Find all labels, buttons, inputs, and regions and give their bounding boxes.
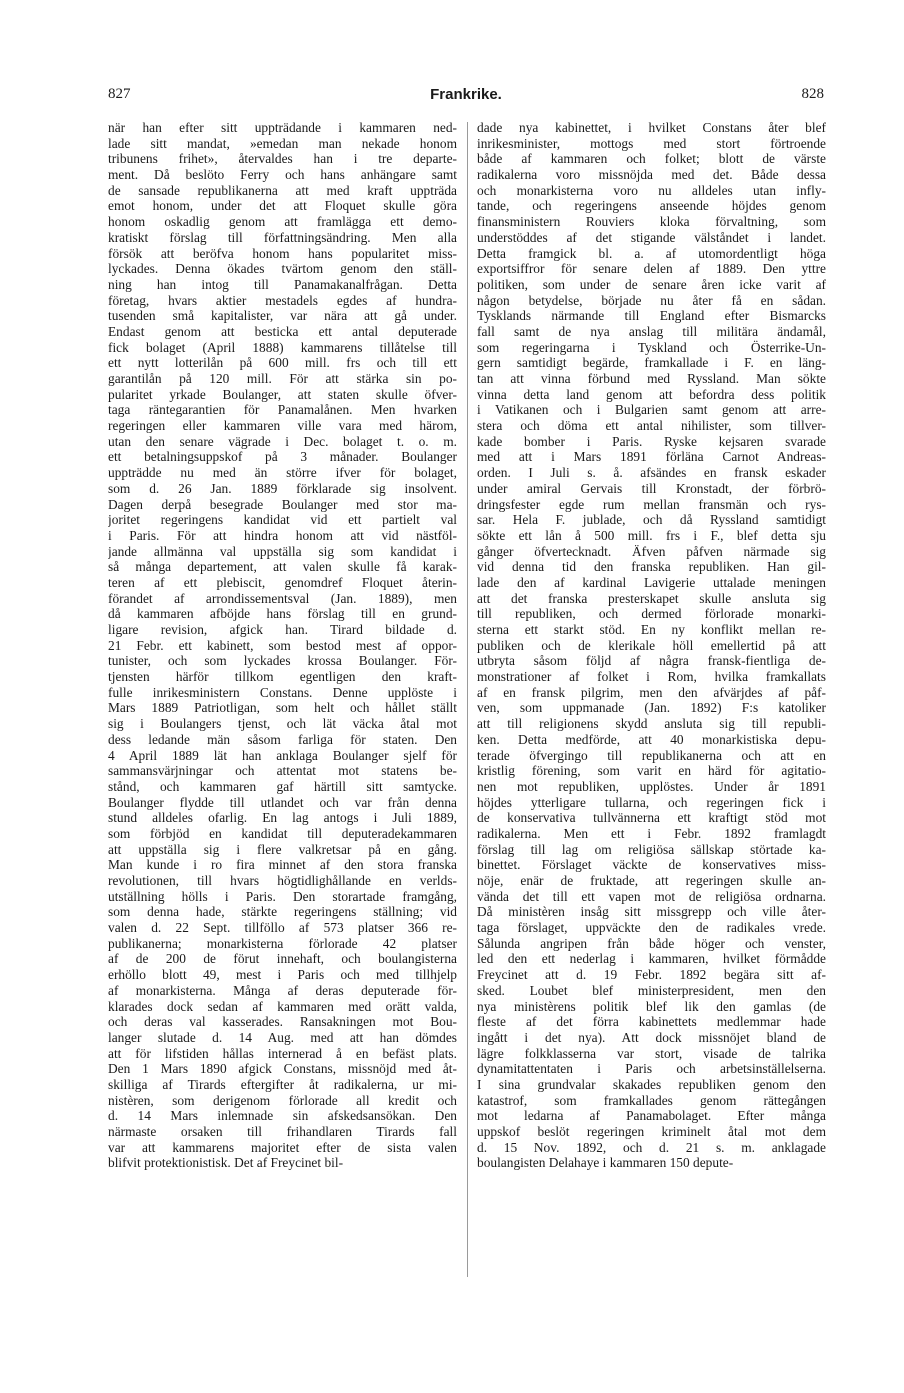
page-header xyxy=(108,86,824,112)
left-text-column xyxy=(108,120,457,1171)
text-line: terade öfvergingo till republikanerna och att en xyxy=(477,747,826,763)
text-line: pularitet yrkade Boulanger, att staten skulle öfver- xyxy=(108,386,457,402)
text-line: då kammaren afböjde hans förslag till en grund- xyxy=(108,606,457,622)
text-line: som denna hade, stärkte regeringens ställning; vid xyxy=(108,904,457,920)
text-line: klarades dock sedan af kammaren med orätt valda, xyxy=(108,998,457,1014)
text-line: kristlig förening, som varit en härd för agitatio- xyxy=(477,763,826,779)
text-line: Man kunde i ro fira minnet af den stora franska xyxy=(108,857,457,873)
text-line: led den ett nederlag i kammaren, hvilket förmådde xyxy=(477,951,826,967)
text-line: boulangisten Delahaye i kammaren 150 depute- xyxy=(477,1155,734,1171)
text-line: politiken, som under de senare åren icke varit af xyxy=(477,276,826,292)
text-line: fick bolaget (April 1888) kammarens tillåtelse till xyxy=(108,339,457,355)
text-line: sterna ett starkt stöd. En ny konflikt mellan re- xyxy=(477,622,826,637)
text-line: dess ledande män såsom farliga för staten. Den xyxy=(108,731,457,747)
text-line: när han efter sitt uppträdande i kammaren ned- xyxy=(108,120,457,135)
text-line: lägre folkklasserna var stort, visade de talrika xyxy=(477,1045,826,1061)
text-line: Tysklands närmande till England efter Bismarcks xyxy=(477,308,826,324)
text-line: vända det till ett vapen mot de religiösa ordnarna. xyxy=(477,888,826,904)
text-line: sar. Hela F. jublade, och då Ryssland samtidigt xyxy=(477,512,826,528)
text-line: företag, hvars aktier mestadels egdes af hundra- xyxy=(108,292,457,308)
text-line: valen d. 22 Sept. tillföllo af 573 platser 366 re- xyxy=(108,920,457,936)
text-line: ven, som uppmanade (Jan. 1892) F:s katoliker xyxy=(477,700,826,716)
text-line: i Paris. För att hindra honom att vid nästföl- xyxy=(108,527,457,543)
text-line: utan den senare vägrade i Dec. bolaget t. o. m. xyxy=(108,433,457,449)
text-line: som d. 26 Jan. 1889 förklarade sig insolvent. xyxy=(108,480,457,496)
text-line: taga räntegarantien för Panamalånen. Men hvarken xyxy=(108,402,457,418)
text-line: skilliga af Tirards eftergifter åt radikalerna, ur mi- xyxy=(108,1076,457,1092)
text-line: stera och döma ett antal nihilister, som tillver- xyxy=(477,418,826,434)
text-line: uppträdde nu med än större ifver för bolaget, xyxy=(108,465,457,481)
text-line: de konservativa tullvännerna ett kraftigt stöd mot xyxy=(477,810,826,826)
text-line: till republiken, och dermed förlorade monarki- xyxy=(477,606,826,622)
text-line: tjensten härför tillkom egentligen den kraft- xyxy=(108,669,457,685)
text-line: vid denna tid den franska republiken. Han gil- xyxy=(477,559,826,575)
text-line: var att kammarens majoritet efter de sista valen xyxy=(108,1139,457,1155)
text-line: höjdes ytterligare tullarna, och regeringen fick i xyxy=(477,794,826,810)
text-line: och deras val kasserades. Ransakningen mot Bou- xyxy=(108,1014,457,1030)
text-line: emot honom, under det att Floquet skulle göra xyxy=(108,198,457,214)
text-line: ning han intog till Panamakanalfrågan. Detta xyxy=(108,276,457,292)
text-line: mot ledarna af Panamabolaget. Efter många xyxy=(477,1108,826,1124)
text-line: sökte ett lån å 500 mill. frs i F., blef detta sju xyxy=(477,527,826,543)
text-line: tunister, och som lyckades krossa Boulanger. För- xyxy=(108,653,457,669)
text-line: langer slutade d. 14 Aug. med att han dömdes xyxy=(108,1029,457,1045)
text-line: teren af ett plebiscit, genomdref Floquet återin- xyxy=(108,574,457,590)
text-line: blifvit protektionistisk. Det af Freycinet bil- xyxy=(108,1155,344,1171)
text-line: d. 15 Nov. 1892, och d. 21 s. m. anklagade xyxy=(477,1139,826,1155)
text-line: Sålunda angripen från både höger och venster, xyxy=(477,935,826,951)
text-line: fulle inrikesministern Constans. Denne upplöste i xyxy=(108,684,457,700)
text-line: Den 1 Mars 1890 afgick Constans, missnöjd med åt- xyxy=(108,1061,457,1077)
text-line: inrikesminister, mottogs med stort förtroende xyxy=(477,135,826,151)
text-line: med att i Mars 1891 förläna Carnot Andreas- xyxy=(477,449,826,465)
text-line: stånd, och kammaren gaf härtill sitt samtycke. xyxy=(108,778,457,794)
text-line: både af kammaren och folket; blott de värste xyxy=(477,151,826,167)
text-line: ett betalningsuppskof på 3 månader. Boulanger xyxy=(108,449,457,465)
text-line: binettet. Förslaget väckte de konservatives miss- xyxy=(477,857,826,873)
page-title: Frankrike. xyxy=(430,86,502,103)
text-line: fall samt de nya anslag till militära ändamål, xyxy=(477,323,826,339)
text-line: publikanerna; monarkisterna förlorade 42 platser xyxy=(108,935,457,951)
text-line: Freycinet att d. 19 Febr. 1892 begära sitt af- xyxy=(477,967,826,983)
text-line: nya ministèrens politik blef lik den gamlas (de xyxy=(477,998,826,1014)
text-line: Då ministèren insåg sitt missgrepp och ville åter- xyxy=(477,904,826,920)
text-line: nen mot republiken, upplöstes. Under år 1891 xyxy=(477,778,826,794)
text-line: dade nya kabinettet, i hvilket Constans åter blef xyxy=(477,120,826,135)
text-line: tusenden små kapitalister, var nära att gå under. xyxy=(108,308,457,324)
text-line: Boulanger flydde till utlandet och var från denna xyxy=(108,794,457,810)
text-line: publiken och de klerikale höll emellertid på att xyxy=(477,637,826,653)
text-line: under amiral Gervais till Kronstadt, der förbrö- xyxy=(477,480,826,496)
text-line: utställning hölls i Paris. Den storartade framgång, xyxy=(108,888,457,904)
text-line: ment. Då beslöto Ferry och hans anhängare samt xyxy=(108,167,457,183)
text-line: att det franska presterskapet skulle ansluta sig xyxy=(477,590,826,606)
text-line: gern samtidigt begärde, framkallade i F. en läng- xyxy=(477,355,826,371)
text-line: lade sitt mandat, »emedan man nekade honom xyxy=(108,135,457,151)
text-line: stund alldeles ofarlig. En lag antogs i Juli 1889, xyxy=(108,810,457,826)
text-line: utbryta såsom följd af några fransk-fientliga de- xyxy=(477,653,826,669)
text-line: erhöllo blott 49, mest i Paris och med tillhjelp xyxy=(108,967,457,983)
text-line: nistèren, som derigenom förlorade all kredit och xyxy=(108,1092,457,1108)
text-line: honom oskadlig genom att framlägga ett demo- xyxy=(108,214,457,230)
text-line: vinna detta land genom att befordra dess politik xyxy=(477,386,826,402)
text-line: katastrof, som framkallades genom rättegången xyxy=(477,1092,826,1108)
text-line: Mars 1889 Patriotligan, som helt och hållet ställt xyxy=(108,700,457,716)
text-line: nöje, enär de fruktade, att regeringen skulle an- xyxy=(477,873,826,888)
text-line: ingått i det nya). Att dock missnöjet bland de xyxy=(477,1029,826,1045)
text-line: dynamitattentaten i Paris och arbetsinställelserna. xyxy=(477,1061,826,1077)
text-line: kratiskt förslag till författningsändring. Men alla xyxy=(108,229,457,245)
text-line: exportsiffror för senare delen af 1889. Den yttre xyxy=(477,261,826,277)
text-line: d. 14 Mars inlemnade sin afskedsansökan. Den xyxy=(108,1108,457,1124)
text-line: 21 Febr. ett kabinett, som bestod mest af oppor- xyxy=(108,637,457,653)
column-divider xyxy=(467,122,468,1277)
text-line: gånger öfvertecknadt. Äfven påfven närmade sig xyxy=(477,543,826,559)
text-line: af en fransk pilgrim, men den afvärjdes af påf- xyxy=(477,684,826,700)
page-number-left: 827 xyxy=(108,86,131,102)
text-line: sked. Loubet blef ministerpresident, men den xyxy=(477,982,826,998)
text-line: orden. I Juli s. å. afsändes en fransk eskader xyxy=(477,465,826,481)
text-line: af monarkisterna. Många af deras deputerade för- xyxy=(108,982,457,998)
text-line: sig i Boulangers tjenst, och lät väcka åtal mot xyxy=(108,716,457,732)
text-line: dringsfester egde rum mellan fransmän och rys- xyxy=(477,496,826,512)
text-line: Detta framgick bl. a. af utomordentligt höga xyxy=(477,245,826,261)
text-line: sammansvärjningar och attentat mot statens be- xyxy=(108,763,457,779)
text-line: tribunens frihet», återvaldes han i tre departe- xyxy=(108,151,457,167)
text-line: jande allmänna val uppställa sig som kandidat i xyxy=(108,543,457,559)
text-line: kade bomber i Paris. Ryske kejsaren svarade xyxy=(477,433,826,449)
text-line: finansministern Rouviers kloka förvaltning, som xyxy=(477,214,826,230)
text-line: Endast genom att besticka ett antal deputerade xyxy=(108,323,457,339)
text-line: försök att beröfva honom hans popularitet miss- xyxy=(108,245,457,261)
text-line: så många departement, att valen skulle få karak- xyxy=(108,559,457,575)
text-line: förslag till lag om religiösa sällskap störtade ka- xyxy=(477,841,826,857)
text-line: tande, och regeringens anseende höjdes genom xyxy=(477,198,826,214)
text-line: garantilån på 120 mill. För att stärka sin po- xyxy=(108,371,457,386)
text-line: som regeringarna i Tyskland och Österrike-Un- xyxy=(477,339,826,355)
text-line: I sina grundvalar skakades republiken genom den xyxy=(477,1076,826,1092)
text-line: regeringen eller kammaren ville vara med härom, xyxy=(108,418,457,434)
text-line: taga förslaget, uppväckte den de radikales vrede. xyxy=(477,920,826,936)
text-line: monstrationer af folket i Rom, hvilka framkallats xyxy=(477,669,826,685)
text-line: understöddes af det stigande välståndet i landet. xyxy=(477,229,826,245)
text-line: ken. Detta medförde, att 40 monarkistiska depu- xyxy=(477,731,826,747)
text-line: lade den af kardinal Lavigerie uttalade meningen xyxy=(477,574,826,590)
text-line: förandet af arrondissementsval (Jan. 1889), men xyxy=(108,590,457,606)
text-line: att till religionens skydd ansluta sig till republi- xyxy=(477,716,826,732)
text-line: någon betydelse, började nu åter få en sådan. xyxy=(477,292,826,308)
text-line: tan att vinna förbund med Ryssland. Man sökte xyxy=(477,371,826,386)
text-line: fleste af det förra kabinettets medlemmar hade xyxy=(477,1014,826,1030)
text-line: att för lifstiden hållas internerad å en befäst plats. xyxy=(108,1045,457,1061)
text-line: radikalerna. Men ett i Febr. 1892 framlagdt xyxy=(477,825,826,841)
text-line: uppskof beslöt regeringen kriminelt åtal mot dem xyxy=(477,1124,826,1139)
text-line: 4 April 1889 lät han anklaga Boulanger sjelf för xyxy=(108,747,457,763)
text-line: radikalerna voro missnöjda med det. Både dessa xyxy=(477,167,826,183)
text-line: i Vatikanen och i Bulgarien samt genom att arre- xyxy=(477,402,826,418)
text-line: revolutionen, till hvars högtidlighållande en verlds- xyxy=(108,873,457,888)
text-line: ligare revision, afgick han. Tirard bildade d. xyxy=(108,622,457,637)
text-line: Dagen derpå besegrade Boulanger med stor ma- xyxy=(108,496,457,512)
right-text-column xyxy=(477,120,826,1171)
text-line: som förbjöd en kandidat till deputeradekammaren xyxy=(108,825,457,841)
page-number-right: 828 xyxy=(801,86,824,102)
text-line: lyckades. Denna ökades tvärtom genom den ställ- xyxy=(108,261,457,277)
text-line: att uppställa sig i flere valkretsar på en gång. xyxy=(108,841,457,857)
text-line: joritet regeringens kandidat vid ett partielt val xyxy=(108,512,457,528)
text-line: de sansade republikanerna att med kraft uppträda xyxy=(108,182,457,198)
text-line: närmaste orsaken till frihandlaren Tirards fall xyxy=(108,1124,457,1139)
text-line: ett nytt lotterilån på 600 mill. frs och till ett xyxy=(108,355,457,371)
text-line: af de 200 de förut innehaft, och boulangisterna xyxy=(108,951,457,967)
text-line: och monarkisterna voro nu alldeles utan infly- xyxy=(477,182,826,198)
